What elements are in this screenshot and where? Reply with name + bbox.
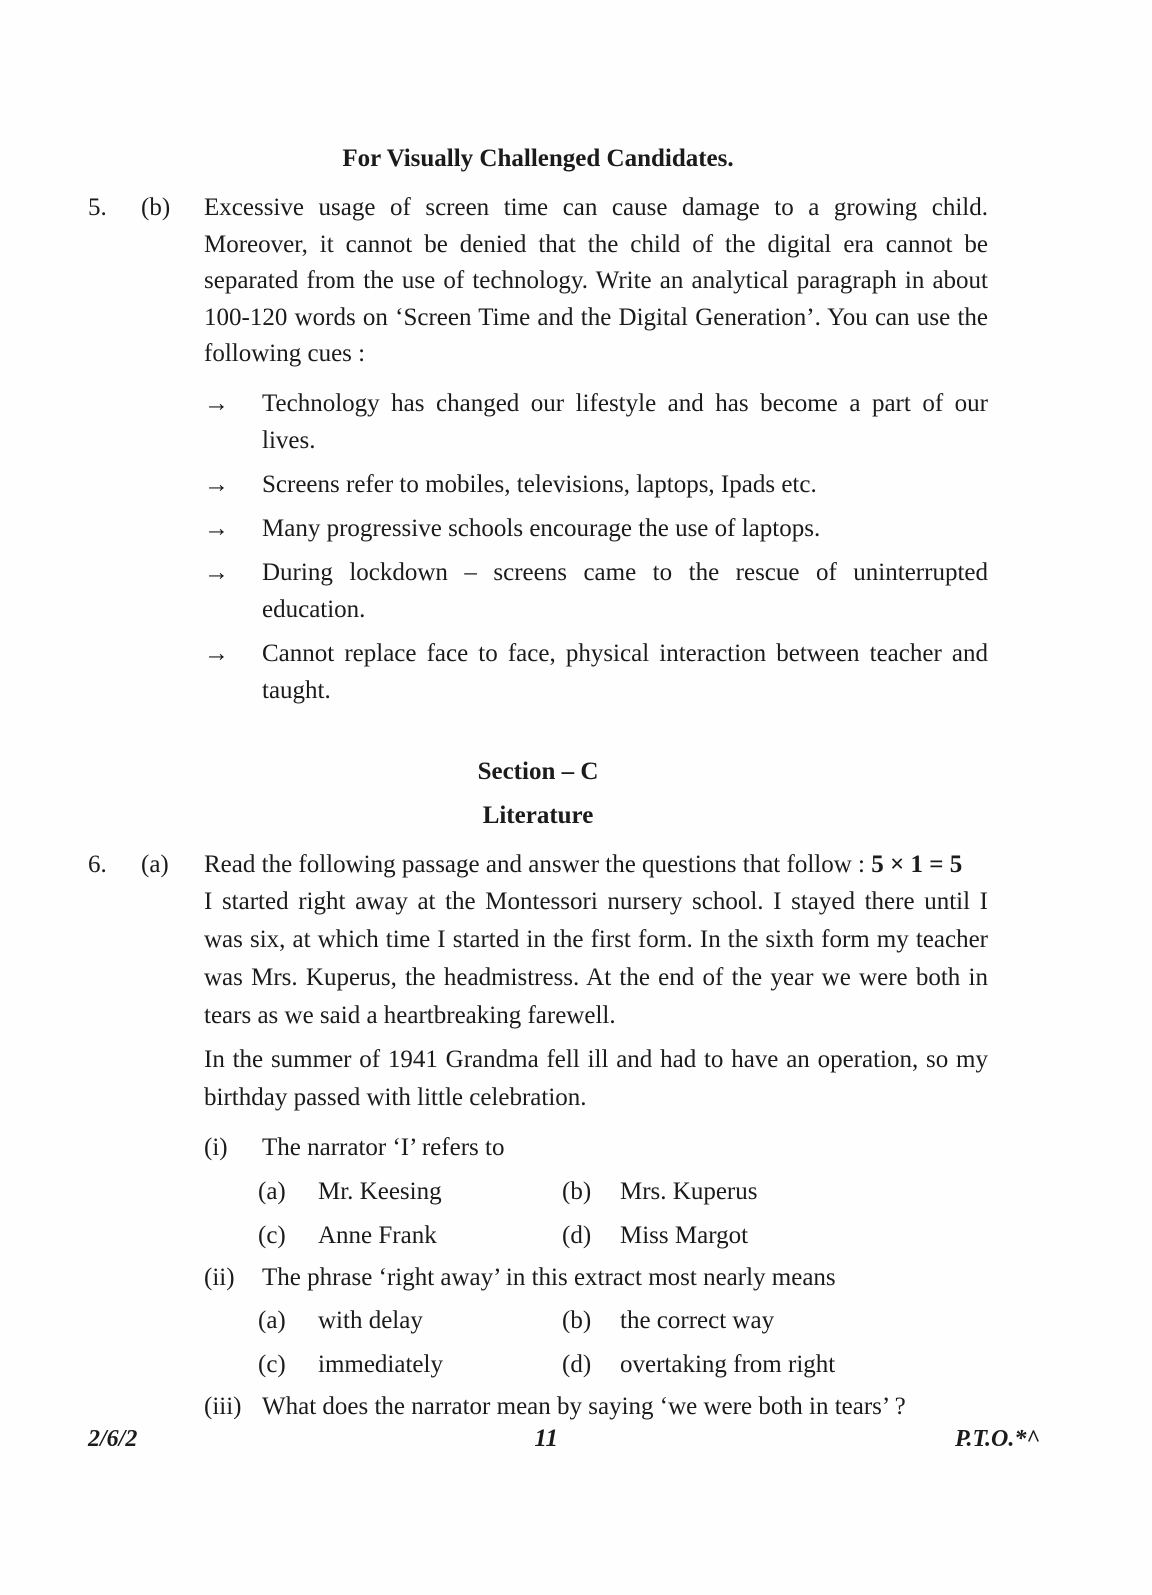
- option-b-label: (b): [562, 1306, 592, 1334]
- page-footer: [88, 1424, 1040, 1454]
- options-row: [258, 1346, 1047, 1383]
- question-6-marks: 5 × 1 = 5: [871, 850, 963, 878]
- footer-page-number: 11: [534, 1425, 558, 1452]
- question-6-part-label: (a): [141, 850, 169, 878]
- cue-text: Cannot replace face to face, physical interaction between teacher and taught.: [262, 639, 988, 704]
- subquestion-iii-label: (iii): [204, 1392, 242, 1420]
- subquestion-ii: [204, 1259, 988, 1296]
- option-a-label: (a): [258, 1177, 286, 1205]
- arrow-right-icon: →: [204, 389, 229, 417]
- cue-item: [204, 554, 988, 628]
- options-row: [258, 1173, 1047, 1210]
- option-d-text: overtaking from right: [620, 1350, 836, 1378]
- arrow-right-icon: →: [204, 470, 229, 498]
- arrow-right-icon: →: [204, 639, 229, 667]
- cue-text: Many progressive schools encourage the use of laptops.: [262, 514, 821, 542]
- question-6-number: 6.: [88, 850, 107, 878]
- question-5-text: Excessive usage of screen time can cause damage to a growing child. Moreover, it cannot be denied that the child of the digital era cannot be separated from the use of technology. Write an analytical paragraph in about 100-120 words on ‘Screen Time and the Digital Generation’. You can use the following cues :: [204, 194, 988, 367]
- question-5b: [88, 190, 988, 373]
- options-row: [258, 1217, 1047, 1254]
- subquestion-i-label: (i): [204, 1133, 228, 1161]
- section-title: Section – C: [477, 757, 599, 785]
- option-c-label: (c): [258, 1221, 286, 1249]
- subquestion-ii-text: The phrase ‘right away’ in this extract most nearly means: [262, 1263, 836, 1291]
- passage-paragraph-1: I started right away at the Montessori nursery school. I stayed there until I was six, at which time I started in the first form. In the sixth form my teacher was Mrs. Kuperus, the headmistress. At the end of the year we were both in tears as we said a heartbreaking farewell.: [204, 887, 988, 1029]
- subquestion-i: [204, 1129, 988, 1166]
- option-d-label: (d): [562, 1221, 592, 1249]
- question-5-number: 5.: [88, 194, 107, 221]
- arrow-right-icon: →: [204, 514, 229, 542]
- subquestion-iii-text: What does the narrator mean by saying ‘we were both in tears’ ?: [262, 1392, 906, 1420]
- subquestion-i-text: The narrator ‘I’ refers to: [262, 1133, 505, 1161]
- option-b-text: Mrs. Kuperus: [620, 1177, 758, 1205]
- option-a-text: Mr. Keesing: [318, 1177, 442, 1205]
- subquestion-iii: [204, 1388, 988, 1425]
- cue-item: [204, 510, 988, 547]
- passage-paragraph-2: In the summer of 1941 Grandma fell ill and had to have an operation, so my birthday passed with little celebration.: [204, 1045, 988, 1111]
- cue-item: [204, 466, 988, 503]
- option-a-label: (a): [258, 1306, 286, 1334]
- question-6-intro: Read the following passage and answer the questions that follow :: [204, 850, 872, 878]
- page-heading: For Visually Challenged Candidates.: [342, 145, 734, 172]
- cue-text: Screens refer to mobiles, televisions, laptops, Ipads etc.: [262, 470, 817, 498]
- option-b-text: the correct way: [620, 1306, 775, 1334]
- footer-pto-mark: P.T.O.*^: [954, 1426, 1040, 1452]
- option-c-text: immediately: [318, 1350, 443, 1378]
- footer-paper-code: 2/6/2: [88, 1426, 138, 1452]
- options-row: [258, 1302, 1047, 1339]
- question-5-part-label: (b): [141, 194, 171, 221]
- option-b-label: (b): [562, 1177, 592, 1205]
- option-d-label: (d): [562, 1350, 592, 1378]
- option-c-label: (c): [258, 1350, 286, 1378]
- cue-text: During lockdown – screens came to the rescue of uninterrupted education.: [262, 558, 988, 623]
- cue-item: [204, 635, 988, 709]
- cue-item: [204, 385, 988, 459]
- subquestion-ii-label: (ii): [204, 1263, 235, 1291]
- section-subtitle: Literature: [482, 801, 594, 829]
- option-d-text: Miss Margot: [620, 1221, 749, 1249]
- arrow-right-icon: →: [204, 558, 229, 586]
- option-c-text: Anne Frank: [318, 1221, 437, 1249]
- option-a-text: with delay: [318, 1306, 423, 1334]
- cue-text: Technology has changed our lifestyle and has become a part of our lives.: [262, 389, 988, 454]
- question-6a: [88, 846, 1047, 883]
